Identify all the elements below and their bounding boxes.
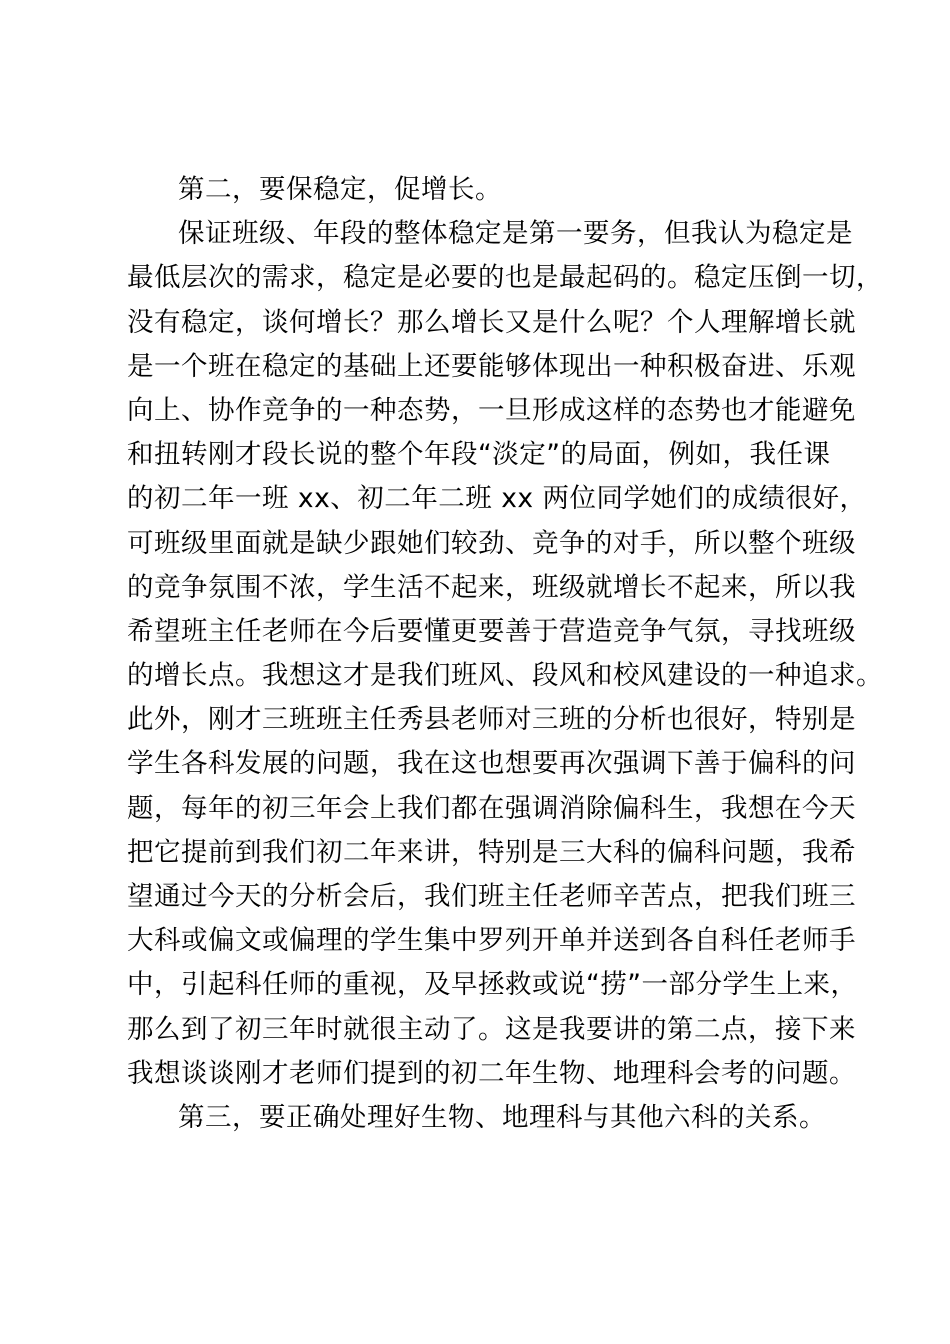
paragraph-line: 可班级里面就是缺少跟她们较劲、竞争的对手，所以整个班级 — [127, 527, 856, 559]
paragraph-line: 此外，刚才三班班主任秀县老师对三班的分析也很好，特别是 — [127, 704, 856, 736]
paragraph-line: 望通过今天的分析会后，我们班主任老师辛苦点，把我们班三 — [127, 881, 856, 912]
paragraph-line: 最低层次的需求，稳定是必要的也是最起码的。稳定压倒一切， — [127, 262, 883, 294]
paragraph-line: 的增长点。我想这才是我们班风、段风和校风建设的一种追求。 — [127, 660, 883, 692]
paragraph-line: 中，引起科任师的重视，及早拯救或说“捞”一部分学生上来， — [127, 969, 858, 1001]
paragraph-line: 和扭转刚才段长说的整个年段“淡定”的局面，例如，我任课 — [127, 439, 831, 471]
paragraph-line: 的初二年一班 xx、初二年二班 xx 两位同学她们的成绩很好， — [127, 483, 867, 515]
paragraph-line: 把它提前到我们初二年来讲，特别是三大科的偏科问题，我希 — [127, 836, 856, 868]
section-heading-third: 第三，要正确处理好生物、地理科与其他六科的关系。 — [178, 1101, 826, 1133]
paragraph-line: 那么到了初三年时就很主动了。这是我要讲的第二点，接下来 — [127, 1013, 856, 1045]
paragraph-line: 大科或偏文或偏理的学生集中罗列开单并送到各自科任老师手 — [127, 925, 856, 957]
paragraph-line: 的竞争氛围不浓，学生活不起来，班级就增长不起来，所以我 — [127, 571, 856, 603]
paragraph-line: 保证班级、年段的整体稳定是第一要务，但我认为稳定是 — [178, 218, 853, 250]
paragraph-line: 题，每年的初三年会上我们都在强调消除偏科生，我想在今天 — [127, 792, 856, 824]
paragraph-line: 希望班主任老师在今后要懂更要善于营造竞争气氛，寻找班级 — [127, 615, 856, 647]
document-body — [127, 168, 883, 1140]
section-heading-second: 第二，要保稳定，促增长。 — [178, 174, 502, 205]
paragraph-line: 向上、协作竞争的一种态势，一旦形成这样的态势也才能避免 — [127, 394, 856, 426]
paragraph-line: 学生各科发展的问题，我在这也想要再次强调下善于偏科的问 — [127, 748, 856, 780]
paragraph-line: 我想谈谈刚才老师们提到的初二年生物、地理科会考的问题。 — [127, 1057, 856, 1089]
paragraph-line: 没有稳定，谈何增长？那么增长又是什么呢？个人理解增长就 — [127, 306, 856, 338]
paragraph-line: 是一个班在稳定的基础上还要能够体现出一种积极奋进、乐观 — [127, 350, 856, 382]
